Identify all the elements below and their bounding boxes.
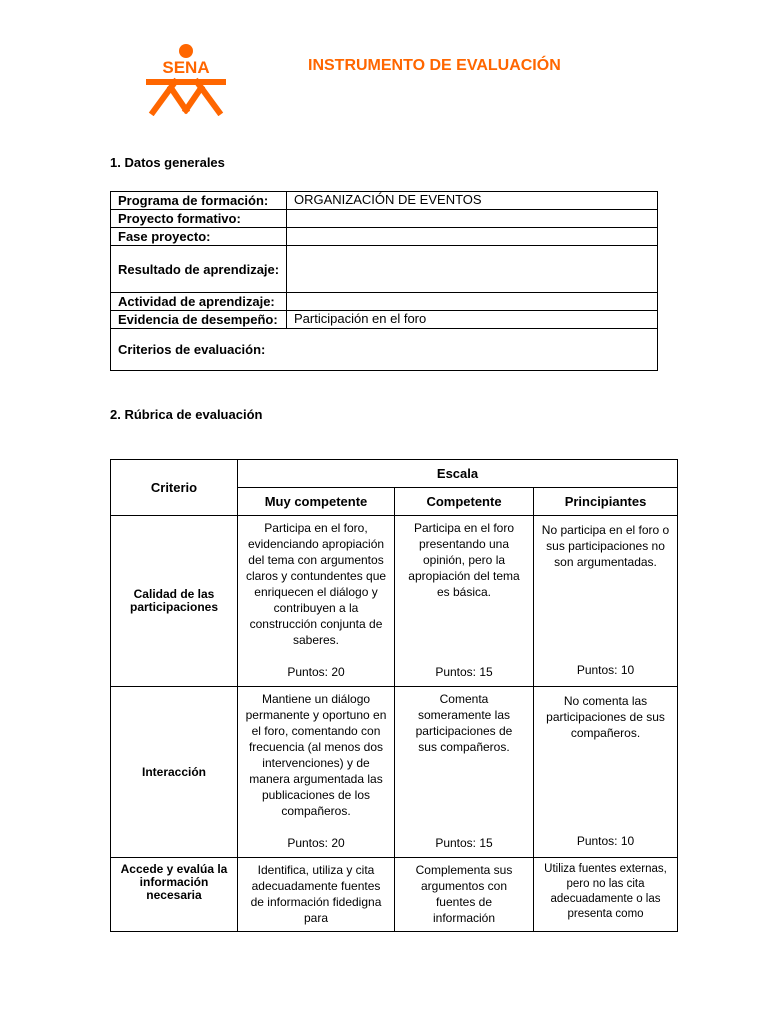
rubric-description: No comenta las participaciones de sus compañeros. xyxy=(546,694,665,740)
rubric-cell xyxy=(534,516,678,687)
rubric-cell xyxy=(238,858,395,932)
rubric-points: Puntos: 20 xyxy=(287,665,345,679)
rubric-cell xyxy=(395,858,534,932)
rubric-cell xyxy=(534,858,678,932)
rubric-description: Complementa sus argumentos con fuentes de información xyxy=(415,863,513,925)
row-value xyxy=(287,228,658,246)
rubric-cell xyxy=(395,687,534,858)
rubric-description: Mantiene un diálogo permanente y oportuno en el foro, comentando con frecuencia (al menos dos intervenciones) y de manera argumentada las publicaciones de los compañeros. xyxy=(245,692,387,818)
row-label: Programa de formación: xyxy=(111,192,287,210)
rubrica-table xyxy=(110,459,678,932)
rubric-cell xyxy=(534,687,678,858)
rubric-points: Puntos: 15 xyxy=(435,836,493,850)
section-rubrica-title: 2. Rúbrica de evaluación xyxy=(110,407,263,422)
rubric-cell xyxy=(395,516,534,687)
rubric-description: Comenta someramente las participaciones de sus compañeros. xyxy=(415,692,513,754)
datos-generales-table xyxy=(110,191,658,371)
table-row xyxy=(111,858,678,932)
table-row xyxy=(111,329,658,371)
row-value xyxy=(287,293,658,311)
header-level: Principiantes xyxy=(534,488,678,516)
table-row xyxy=(111,687,678,858)
row-label: Actividad de aprendizaje: xyxy=(111,293,287,311)
criterion-name: Accede y evalúa la información necesaria xyxy=(111,858,238,932)
table-row xyxy=(111,228,658,246)
rubric-points: Puntos: 10 xyxy=(576,663,635,677)
table-row xyxy=(111,311,658,329)
table-header-row xyxy=(111,460,678,488)
rubric-description: Identifica, utiliza y cita adecuadamente fuentes de información fidedigna para xyxy=(250,863,382,925)
sena-logo xyxy=(145,42,227,116)
header-escala: Escala xyxy=(238,460,678,488)
table-row xyxy=(111,516,678,687)
logo-text: SENA xyxy=(162,58,210,77)
section-datos-generales-title: 1. Datos generales xyxy=(110,155,225,170)
rubric-description: Participa en el foro presentando una opinión, pero la apropiación del tema es básica. xyxy=(408,521,520,599)
document-title: INSTRUMENTO DE EVALUACIÓN xyxy=(308,57,561,74)
table-row xyxy=(111,210,658,228)
rubric-description: No participa en el foro o sus participaciones no son argumentadas. xyxy=(541,523,670,569)
rubric-points: Puntos: 20 xyxy=(287,836,345,850)
rubric-points: Puntos: 10 xyxy=(576,834,635,848)
rubric-cell xyxy=(238,687,395,858)
table-row xyxy=(111,293,658,311)
row-label: Criterios de evaluación: xyxy=(111,329,658,371)
table-row xyxy=(111,192,658,210)
row-value: Participación en el foro xyxy=(287,311,658,329)
header-level: Competente xyxy=(395,488,534,516)
row-value xyxy=(287,210,658,228)
rubric-description: Participa en el foro, evidenciando apropiación del tema con argumentos claros y contundentes que enriquecen el diálogo y contribuyen a la construcción conjunta de saberes. xyxy=(245,521,387,647)
row-value: ORGANIZACIÓN DE EVENTOS xyxy=(287,192,658,210)
rubric-description: Utiliza fuentes externas, pero no las cita adecuadamente o las presenta como xyxy=(544,863,667,920)
row-value xyxy=(287,246,658,293)
rubric-points: Puntos: 15 xyxy=(435,665,493,679)
criterion-name: Calidad de las participaciones xyxy=(111,516,238,687)
row-label: Fase proyecto: xyxy=(111,228,287,246)
header-criterio: Criterio xyxy=(111,460,238,516)
row-label: Resultado de aprendizaje: xyxy=(111,246,287,293)
criterion-name: Interacción xyxy=(111,687,238,858)
row-label: Proyecto formativo: xyxy=(111,210,287,228)
row-label: Evidencia de desempeño: xyxy=(111,311,287,329)
header-level: Muy competente xyxy=(238,488,395,516)
table-row xyxy=(111,246,658,293)
rubric-cell xyxy=(238,516,395,687)
